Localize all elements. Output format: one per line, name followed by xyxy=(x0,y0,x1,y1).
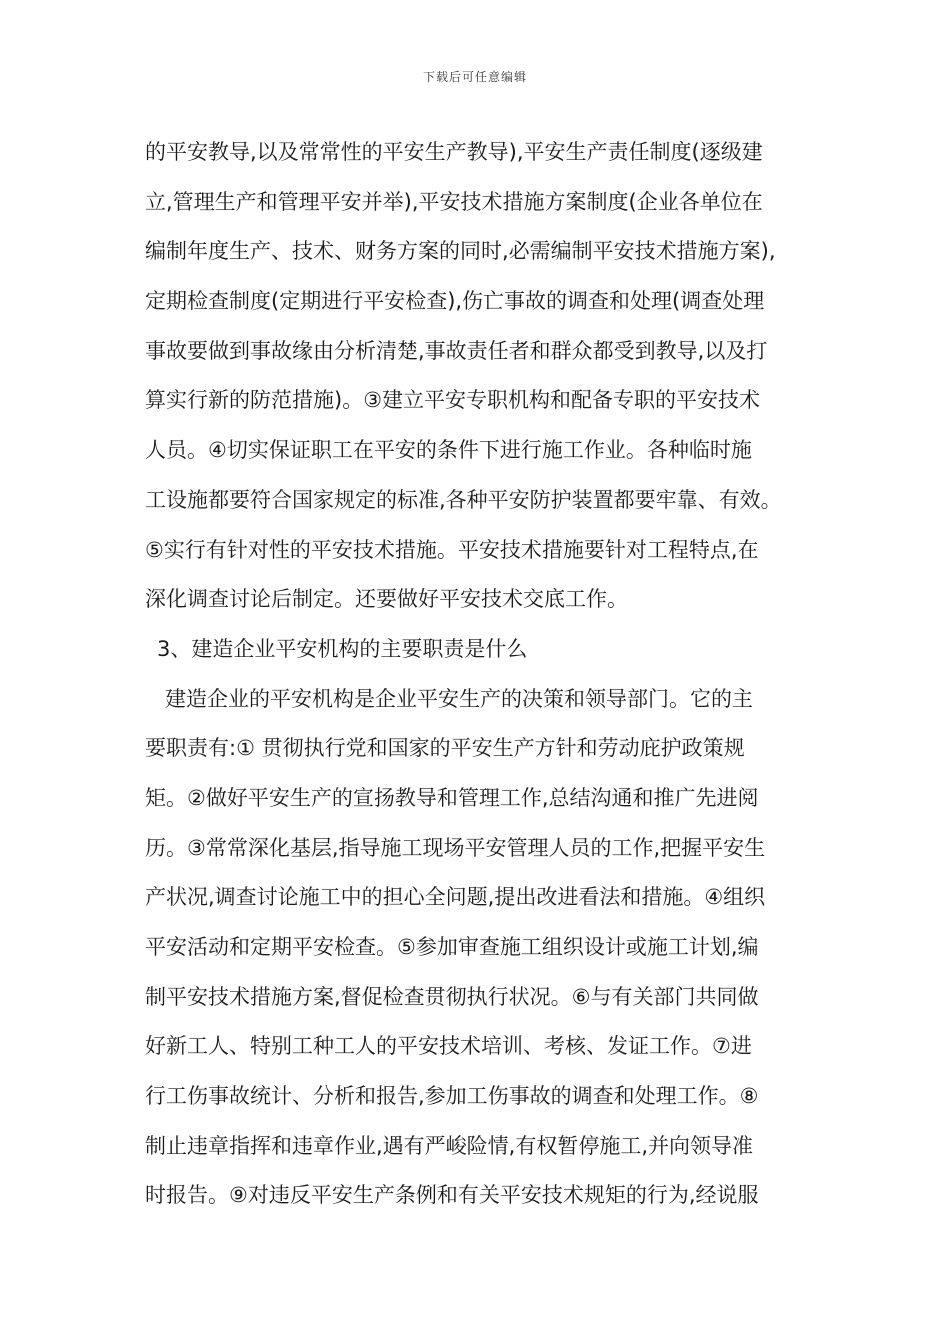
text-line: 算实行新的防范措施)。③建立平安专职机构和配备专职的平安技术 xyxy=(145,388,761,413)
text-line: 立,管理生产和管理平安并举),平安技术措施方案制度(企业各单位在 xyxy=(145,189,763,214)
text-line: 建造企业的平安机构是企业平安生产的决策和领导部门。它的主 xyxy=(165,686,753,711)
text-line: 要职责有:① 贯彻执行党和国家的平安生产方针和劳动庇护政策规 xyxy=(145,736,745,761)
text-line: ⑤实行有针对性的平安技术措施。平安技术措施要针对工程特点,在 xyxy=(145,537,759,562)
text-line: 好新工人、特别工种工人的平安技术培训、考核、发证工作。⑦进 xyxy=(145,1034,752,1059)
text-line: 的平安教导,以及常常性的平安生产教导),平安生产责任制度(逐级建 xyxy=(145,140,763,164)
text-line: 产状况,调查讨论施工中的担心全问题,提出改进看法和措施。④组织 xyxy=(145,885,766,910)
text-line: 历。③常常深化基层,指导施工现场平安管理人员的工作,把握平安生 xyxy=(145,835,766,860)
text-line: 平安活动和定期平安检查。⑤参加审查施工组织设计或施工计划,编 xyxy=(145,935,759,959)
text-line: 人员。④切实保证职工在平安的条件下进行施工作业。各种临时施 xyxy=(145,438,752,463)
text-line: 制止违章指挥和违章作业,遇有严峻险情,有权暂停施工,并向领导准 xyxy=(145,1133,754,1158)
text-line: 定期检查制度(定期进行平安检查),伤亡事故的调查和处理(调查处理 xyxy=(145,289,765,314)
text-line: 深化调查讨论后制定。还要做好平安技术交底工作。 xyxy=(145,587,628,612)
text-line: 工设施都要符合国家规定的标准,各种平安防护装置都要牢靠、有效。 xyxy=(145,487,782,512)
text-line: 制平安技术措施方案,督促检查贯彻执行状况。⑥与有关部门共同做 xyxy=(145,984,759,1009)
text-line: 编制年度生产、技术、财务方案的同时,必需编制平安技术措施方案), xyxy=(145,239,776,264)
body-text xyxy=(145,128,835,1221)
page-header: 下载后可任意编辑 xyxy=(422,70,527,84)
text-line: 时报告。⑨对违反平安生产条例和有关平安技术规矩的行为,经说服 xyxy=(145,1183,759,1208)
text-line: 事故要做到事故缘由分析清楚,事故责任者和群众都受到教导,以及打 xyxy=(145,338,768,363)
section-heading: 3、建造企业平安机构的主要职责是什么 xyxy=(157,636,528,661)
text-line: 行工伤事故统计、分析和报告,参加工伤事故的调查和处理工作。⑧ xyxy=(145,1084,759,1109)
text-line: 矩。②做好平安生产的宣扬教导和管理工作,总结沟通和推广先进阅 xyxy=(145,785,759,810)
